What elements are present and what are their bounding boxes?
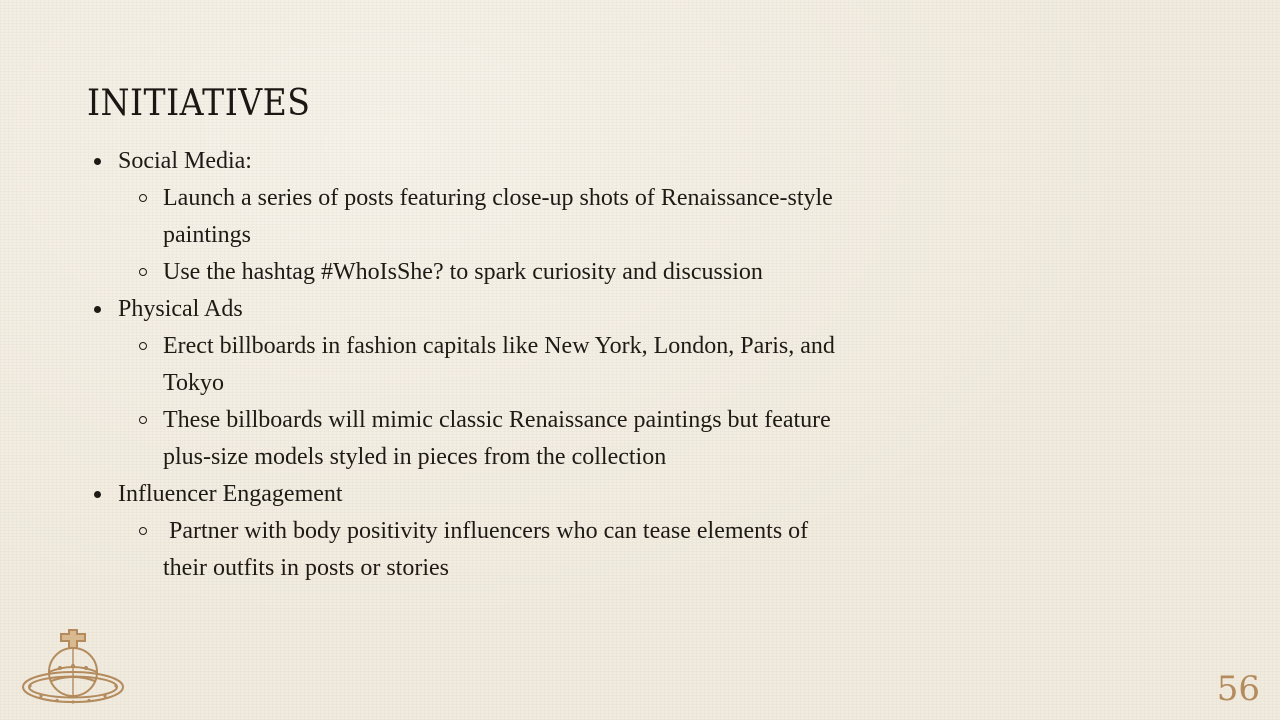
item-text: Partner with body positivity influencers who can tease elements of their outfits in posts or stories [163,518,815,581]
hollow-bullet-icon [139,416,147,424]
item-text: Launch a series of posts featuring close-up shots of Renaissance-style paintings [163,185,833,248]
section-label: Physical Ads [118,296,243,322]
item-text: Erect billboards in fashion capitals like New York, London, Paris, and Tokyo [163,333,835,396]
list-item [118,328,850,402]
item-text: Use the hashtag #WhoIsShe? to spark curiosity and discussion [163,259,763,285]
bullet-icon [94,158,101,165]
section-label: Social Media: [118,148,252,174]
list-item-influencer-engagement [90,476,850,587]
bullet-icon [94,306,101,313]
hollow-bullet-icon [139,194,147,202]
slide-title: INITIATIVES [87,83,311,124]
orb-icon [20,628,126,712]
initiatives-list [90,143,850,587]
section-label: Influencer Engagement [118,481,343,507]
hollow-bullet-icon [139,527,147,535]
bullet-icon [94,491,101,498]
list-item-social-media [90,143,850,291]
hollow-bullet-icon [139,268,147,276]
page-number: 56 [1216,669,1260,709]
list-item [118,254,850,291]
hollow-bullet-icon [139,342,147,350]
list-item [118,180,850,254]
item-text: These billboards will mimic classic Renaissance paintings but feature plus-size models styled in pieces from the collection [163,407,831,470]
list-item-physical-ads [90,291,850,476]
list-item [118,513,850,587]
list-item [118,402,850,476]
